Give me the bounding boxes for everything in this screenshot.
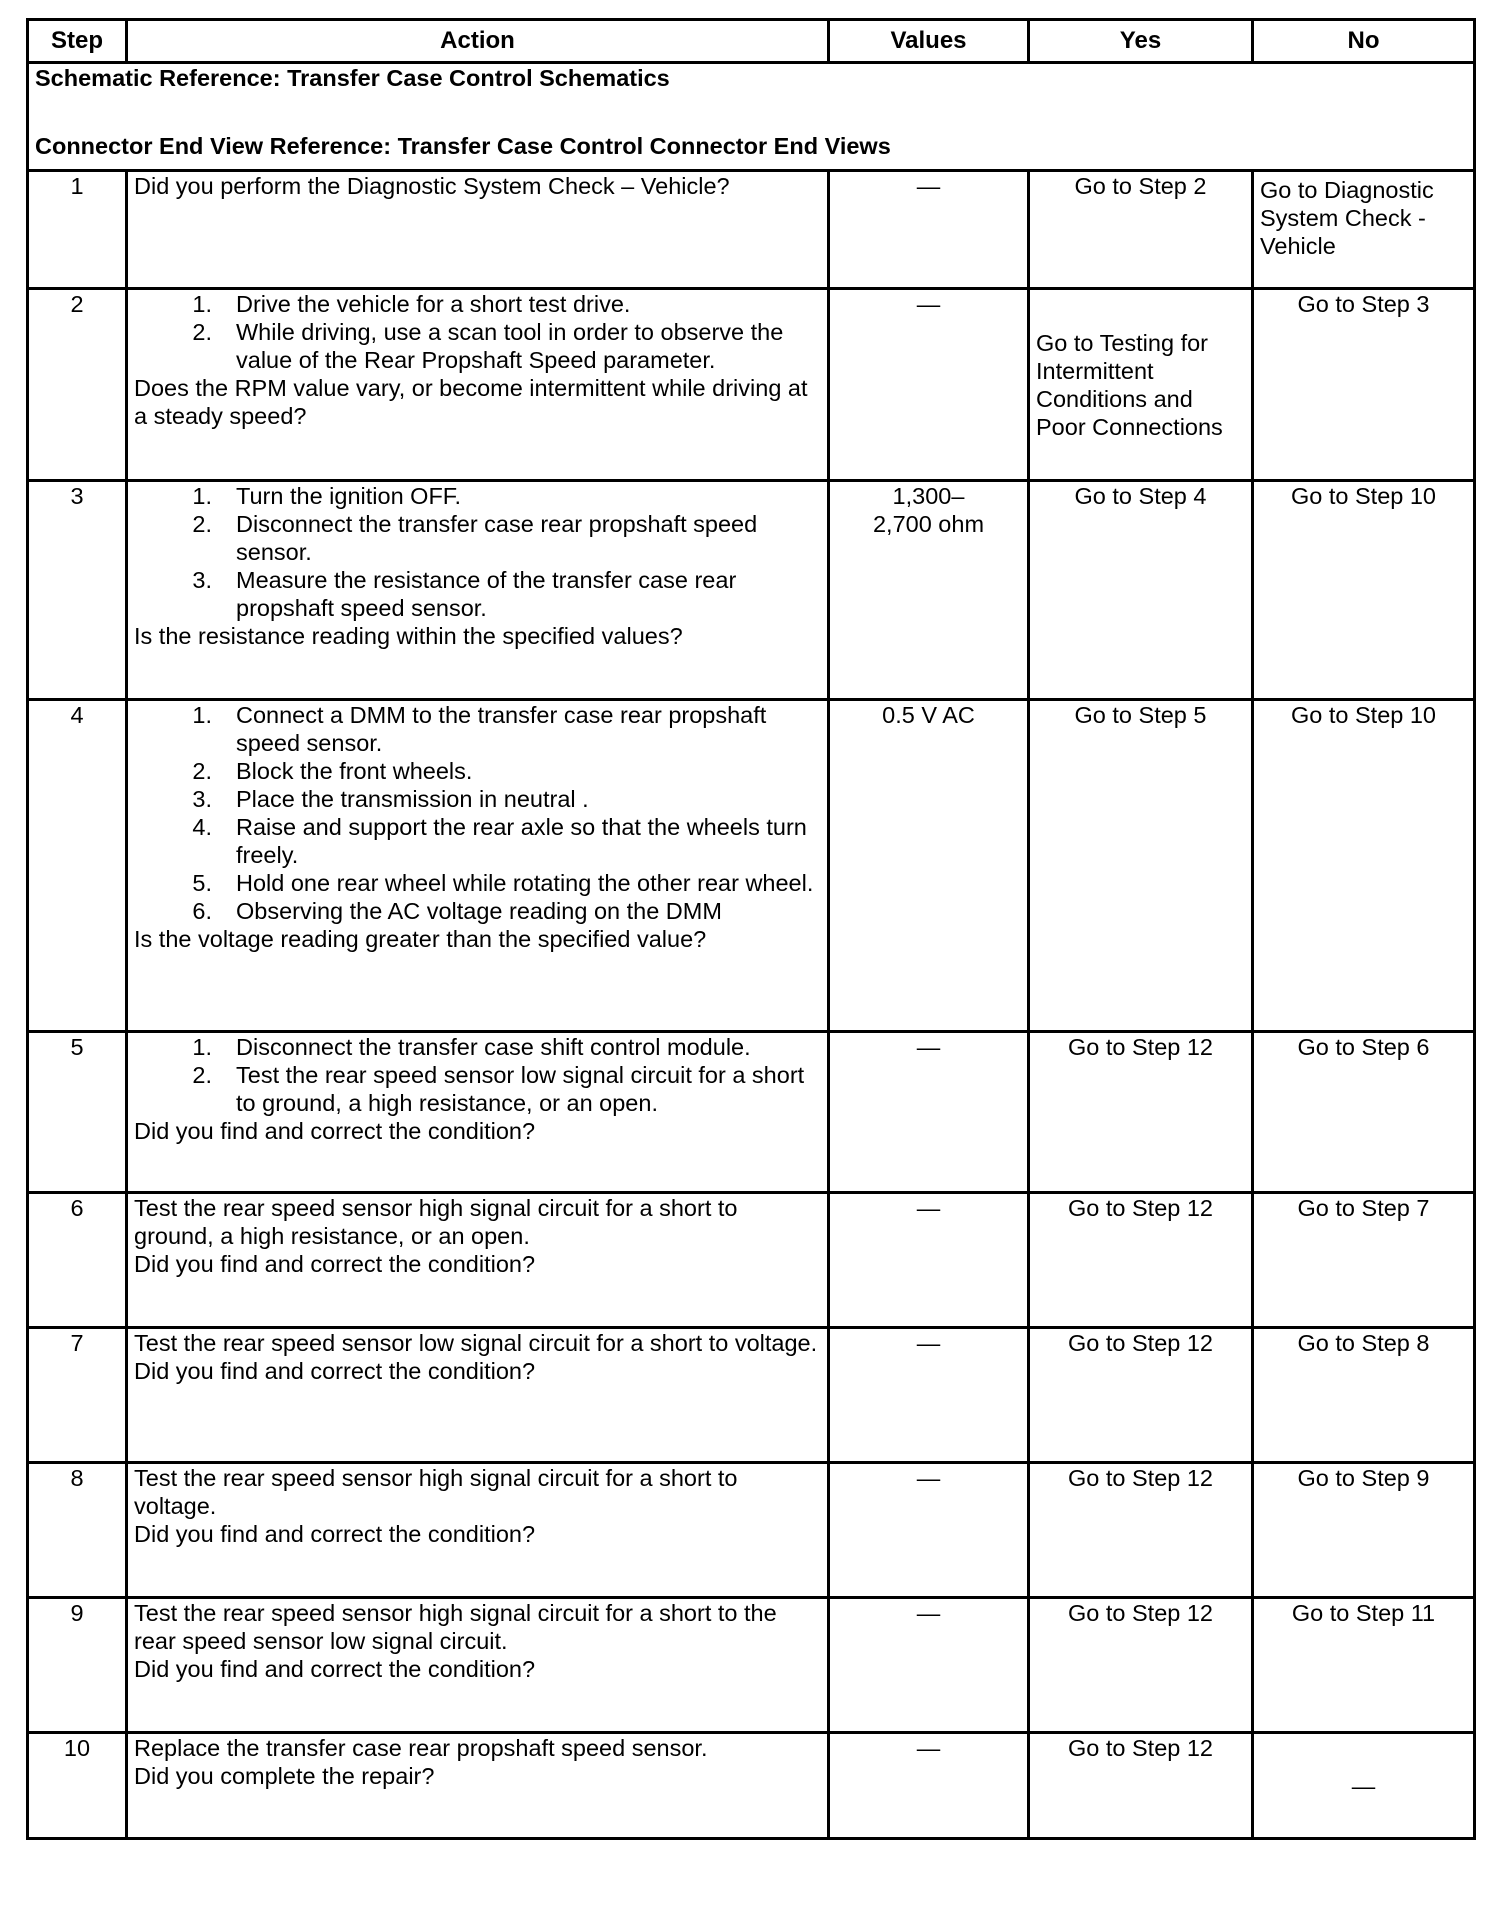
- action-step-item: 1. Connect a DMM to the transfer case rear propshaft speed sensor.: [192, 702, 767, 756]
- connector-reference: Connector End View Reference: Transfer Case Control Connector End Views: [35, 133, 891, 159]
- table-row: [28, 1463, 1475, 1598]
- action-step-item: 2. Disconnect the transfer case rear propshaft speed sensor.: [192, 511, 758, 565]
- action-cell: [127, 1733, 829, 1839]
- action-cell: [127, 1328, 829, 1463]
- no-cell: —: [1253, 1733, 1475, 1839]
- table-row: [28, 171, 1475, 289]
- header-row: [28, 20, 1475, 63]
- action-step-item: 5. Hold one rear wheel while rotating the other rear wheel.: [192, 870, 814, 896]
- no-cell: Go to Step 9: [1253, 1463, 1475, 1598]
- step-number: 7: [28, 1328, 127, 1463]
- diagnostic-table: [26, 18, 1476, 1840]
- step-number: 2: [28, 289, 127, 481]
- reference-row: [28, 63, 1475, 171]
- table-row: [28, 289, 1475, 481]
- no-cell: Go to Step 10: [1253, 481, 1475, 700]
- action-cell: [127, 1032, 829, 1193]
- step-number: 4: [28, 700, 127, 1032]
- no-cell: Go to Step 8: [1253, 1328, 1475, 1463]
- no-cell: Go to Step 6: [1253, 1032, 1475, 1193]
- table-row: [28, 1032, 1475, 1193]
- no-cell: Go to Step 11: [1253, 1598, 1475, 1733]
- value-cell: —: [829, 1463, 1029, 1598]
- table-row: [28, 1733, 1475, 1839]
- action-steps-list: [134, 701, 821, 925]
- value-cell: —: [829, 1193, 1029, 1328]
- action-cell: [127, 1598, 829, 1733]
- table-row: [28, 1193, 1475, 1328]
- step-number: 6: [28, 1193, 127, 1328]
- table-row: [28, 1328, 1475, 1463]
- yes-cell: Go to Step 12: [1029, 1733, 1253, 1839]
- action-text: Test the rear speed sensor high signal circuit for a short to ground, a high resistance, or an open.: [134, 1195, 738, 1249]
- header-no: No: [1253, 20, 1475, 63]
- header-step: Step: [28, 20, 127, 63]
- action-question: Did you perform the Diagnostic System Check – Vehicle?: [134, 173, 730, 199]
- action-step-item: 2. While driving, use a scan tool in order to observe the value of the Rear Propshaft Speed parameter.: [192, 319, 784, 373]
- action-text: Test the rear speed sensor high signal circuit for a short to the rear speed sensor low signal circuit.: [134, 1600, 777, 1654]
- yes-cell: Go to Testing for Intermittent Conditions and Poor Connections: [1029, 289, 1253, 481]
- action-step-item: 3. Place the transmission in neutral .: [192, 786, 589, 812]
- action-text: Replace the transfer case rear propshaft speed sensor.: [134, 1735, 708, 1761]
- yes-cell: Go to Step 12: [1029, 1193, 1253, 1328]
- yes-cell: Go to Step 2: [1029, 171, 1253, 289]
- action-cell: [127, 171, 829, 289]
- header-yes: Yes: [1029, 20, 1253, 63]
- schematic-reference: Schematic Reference: Transfer Case Control Schematics: [35, 65, 670, 91]
- action-question: Is the voltage reading greater than the specified value?: [134, 926, 707, 952]
- value-cell: —: [829, 171, 1029, 289]
- action-question: Does the RPM value vary, or become intermittent while driving at a steady speed?: [134, 375, 808, 429]
- action-cell: [127, 289, 829, 481]
- action-step-item: 4. Raise and support the rear axle so that the wheels turn freely.: [192, 814, 807, 868]
- value-cell: —: [829, 1733, 1029, 1839]
- yes-cell: Go to Step 12: [1029, 1328, 1253, 1463]
- action-steps-list: [134, 482, 821, 622]
- value-cell: —: [829, 1328, 1029, 1463]
- action-cell: [127, 1463, 829, 1598]
- no-cell: Go to Step 10: [1253, 700, 1475, 1032]
- action-steps-list: [134, 290, 821, 374]
- action-text: Test the rear speed sensor low signal circuit for a short to voltage.: [134, 1330, 818, 1356]
- yes-cell: Go to Step 12: [1029, 1598, 1253, 1733]
- step-number: 3: [28, 481, 127, 700]
- value-cell: —: [829, 1032, 1029, 1193]
- step-number: 5: [28, 1032, 127, 1193]
- action-step-item: 2. Block the front wheels.: [192, 758, 473, 784]
- action-cell: [127, 1193, 829, 1328]
- step-number: 9: [28, 1598, 127, 1733]
- action-step-item: 2. Test the rear speed sensor low signal circuit for a short to ground, a high resistance, or an open.: [192, 1062, 805, 1116]
- header-values: Values: [829, 20, 1029, 63]
- value-cell: 1,300–2,700 ohm: [829, 481, 1029, 700]
- yes-cell: Go to Step 4: [1029, 481, 1253, 700]
- yes-cell: Go to Step 12: [1029, 1032, 1253, 1193]
- action-question: Is the resistance reading within the specified values?: [134, 623, 683, 649]
- header-action: Action: [127, 20, 829, 63]
- yes-cell: Go to Step 12: [1029, 1463, 1253, 1598]
- table-row: [28, 481, 1475, 700]
- value-cell: 0.5 V AC: [829, 700, 1029, 1032]
- value-cell: —: [829, 289, 1029, 481]
- action-steps-list: [134, 1033, 821, 1117]
- action-question: Did you find and correct the condition?: [134, 1251, 536, 1277]
- action-cell: [127, 481, 829, 700]
- step-number: 8: [28, 1463, 127, 1598]
- reference-cell: [28, 63, 1475, 171]
- action-step-item: 1. Disconnect the transfer case shift control module.: [192, 1034, 751, 1060]
- action-step-item: 1. Turn the ignition OFF.: [192, 483, 462, 509]
- no-cell: Go to Step 7: [1253, 1193, 1475, 1328]
- action-question: Did you complete the repair?: [134, 1763, 435, 1789]
- table-row: [28, 700, 1475, 1032]
- action-question: Did you find and correct the condition?: [134, 1521, 536, 1547]
- no-cell: Go to Diagnostic System Check - Vehicle: [1253, 171, 1475, 289]
- value-cell: —: [829, 1598, 1029, 1733]
- action-step-item: 6. Observing the AC voltage reading on the DMM: [192, 898, 722, 924]
- step-number: 1: [28, 171, 127, 289]
- table-row: [28, 1598, 1475, 1733]
- action-question: Did you find and correct the condition?: [134, 1656, 536, 1682]
- yes-cell: Go to Step 5: [1029, 700, 1253, 1032]
- no-cell: Go to Step 3: [1253, 289, 1475, 481]
- step-number: 10: [28, 1733, 127, 1839]
- action-step-item: 1. Drive the vehicle for a short test drive.: [192, 291, 631, 317]
- action-step-item: 3. Measure the resistance of the transfer case rear propshaft speed sensor.: [192, 567, 737, 621]
- action-text: Test the rear speed sensor high signal circuit for a short to voltage.: [134, 1465, 738, 1519]
- action-question: Did you find and correct the condition?: [134, 1118, 536, 1144]
- action-cell: [127, 700, 829, 1032]
- action-question: Did you find and correct the condition?: [134, 1358, 536, 1384]
